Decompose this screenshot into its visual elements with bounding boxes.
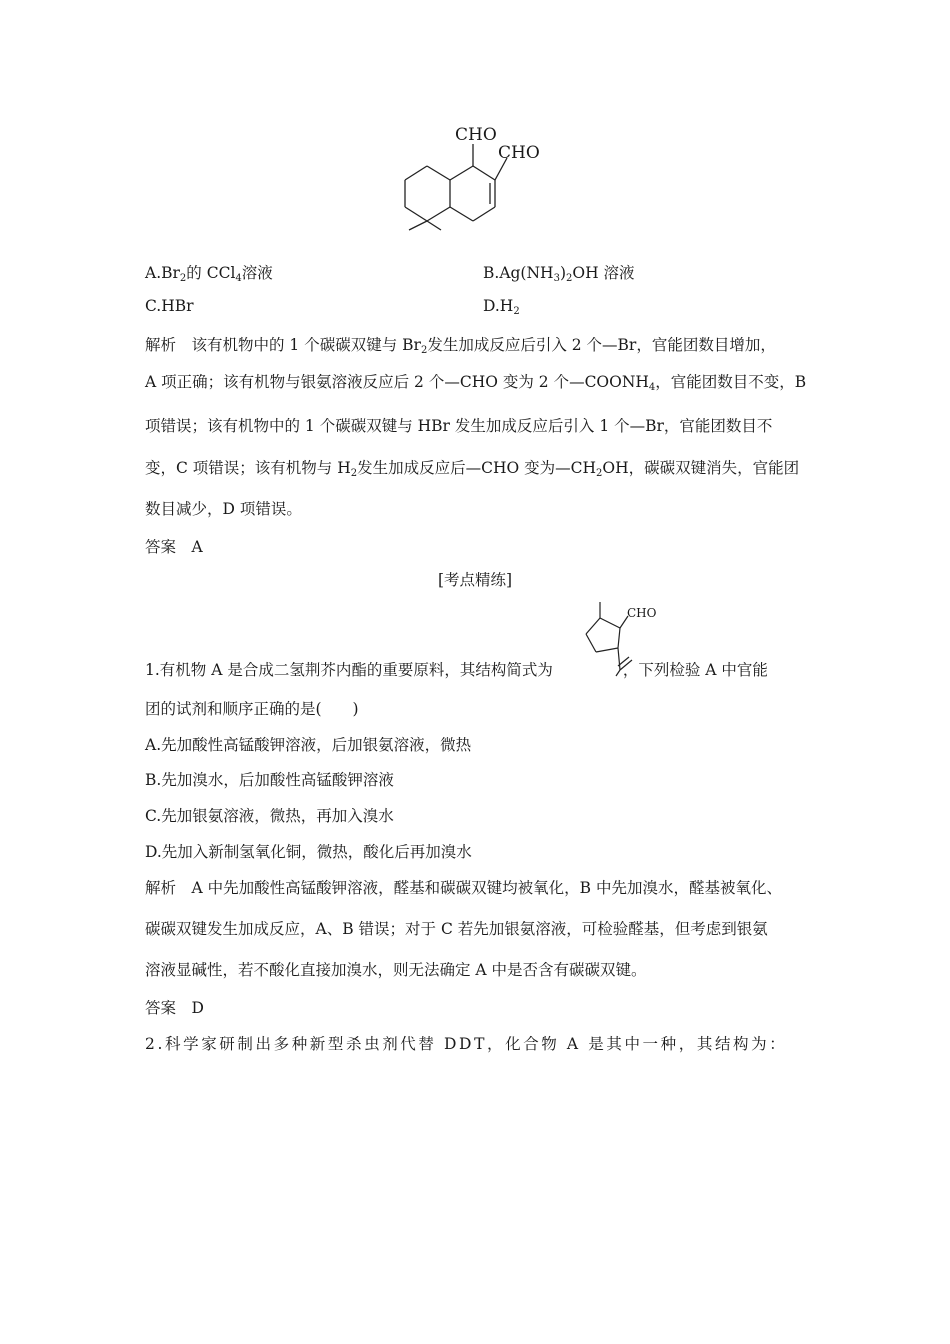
- molecule-2-cho: CHO: [627, 606, 657, 620]
- analysis-line-3: 项错误；该有机物中的 1 个碳碳双键与 HBr 发生加成反应后引入 1 个—Br，官能团数目不: [145, 417, 773, 435]
- option-b: $B.Ag(NH_3)_2OH$ 溶液: [483, 264, 635, 284]
- q1-answer: 答案 D: [145, 999, 204, 1017]
- q1-stem-line-2: 团的试剂和顺序正确的是( ): [145, 700, 359, 718]
- analysis-line-1: 解析 该有机物中的 1 个碳碳双键与 $Br_2$发生加成反应后引入 2 个—Br，官能团数目增加，: [145, 336, 776, 356]
- molecule-1-cho-top: CHO: [455, 125, 497, 145]
- option-c: C.HBr: [145, 297, 194, 315]
- answer-prev: 答案 A: [145, 538, 203, 556]
- q1-option-c: C.先加银氨溶液，微热，再加入溴水: [145, 807, 394, 825]
- section-title: [考点精练]: [437, 571, 513, 589]
- analysis-line-4: 变，C 项错误；该有机物与 $H_2$发生加成反应后—CHO 变为$—CH_2OH$，碳碳双键消失，官能团: [145, 459, 800, 479]
- q1-option-d: D.先加入新制氢氧化铜，微热，酸化后再加溴水: [145, 843, 472, 861]
- q1-analysis-line-2: 碳碳双键发生加成反应，A、B 错误；对于 C 若先加银氨溶液，可检验醛基，但考虑到银氨: [145, 920, 768, 938]
- analysis-line-5: 数目减少，D 项错误。: [145, 500, 302, 518]
- q1-stem-line-1: 1.有机物 A 是合成二氢荆芥内酯的重要原料，其结构简式为 ，下列检验 A 中官能: [145, 661, 768, 679]
- q2-stem: 2.科学家研制出多种新型杀虫剂代替 DDT，化合物 A 是其中一种，其结构为：: [145, 1035, 788, 1053]
- molecule-structure-1: [395, 118, 565, 233]
- q1-option-b: B.先加溴水，后加酸性高锰酸钾溶液: [145, 771, 394, 789]
- molecule-1-cho-right: CHO: [498, 143, 540, 163]
- q1-option-a: A.先加酸性高锰酸钾溶液，后加银氨溶液，微热: [145, 736, 472, 754]
- analysis-line-2: A 项正确；该有机物与银氨溶液反应后 2 个—CHO 变为 2 个$—COONH_4$，官能团数目不变，B: [145, 373, 807, 393]
- option-d: $D.H_2$: [483, 297, 520, 317]
- q1-analysis-line-3: 溶液显碱性，若不酸化直接加溴水，则无法确定 A 中是否含有碳碳双键。: [145, 961, 647, 979]
- option-a: $A.Br_2$的 CCl$_4$溶液: [145, 264, 273, 284]
- q1-analysis-line-1: 解析 A 中先加酸性高锰酸钾溶液，醛基和碳碳双键均被氧化，B 中先加溴水，醛基被氧化、: [145, 879, 782, 897]
